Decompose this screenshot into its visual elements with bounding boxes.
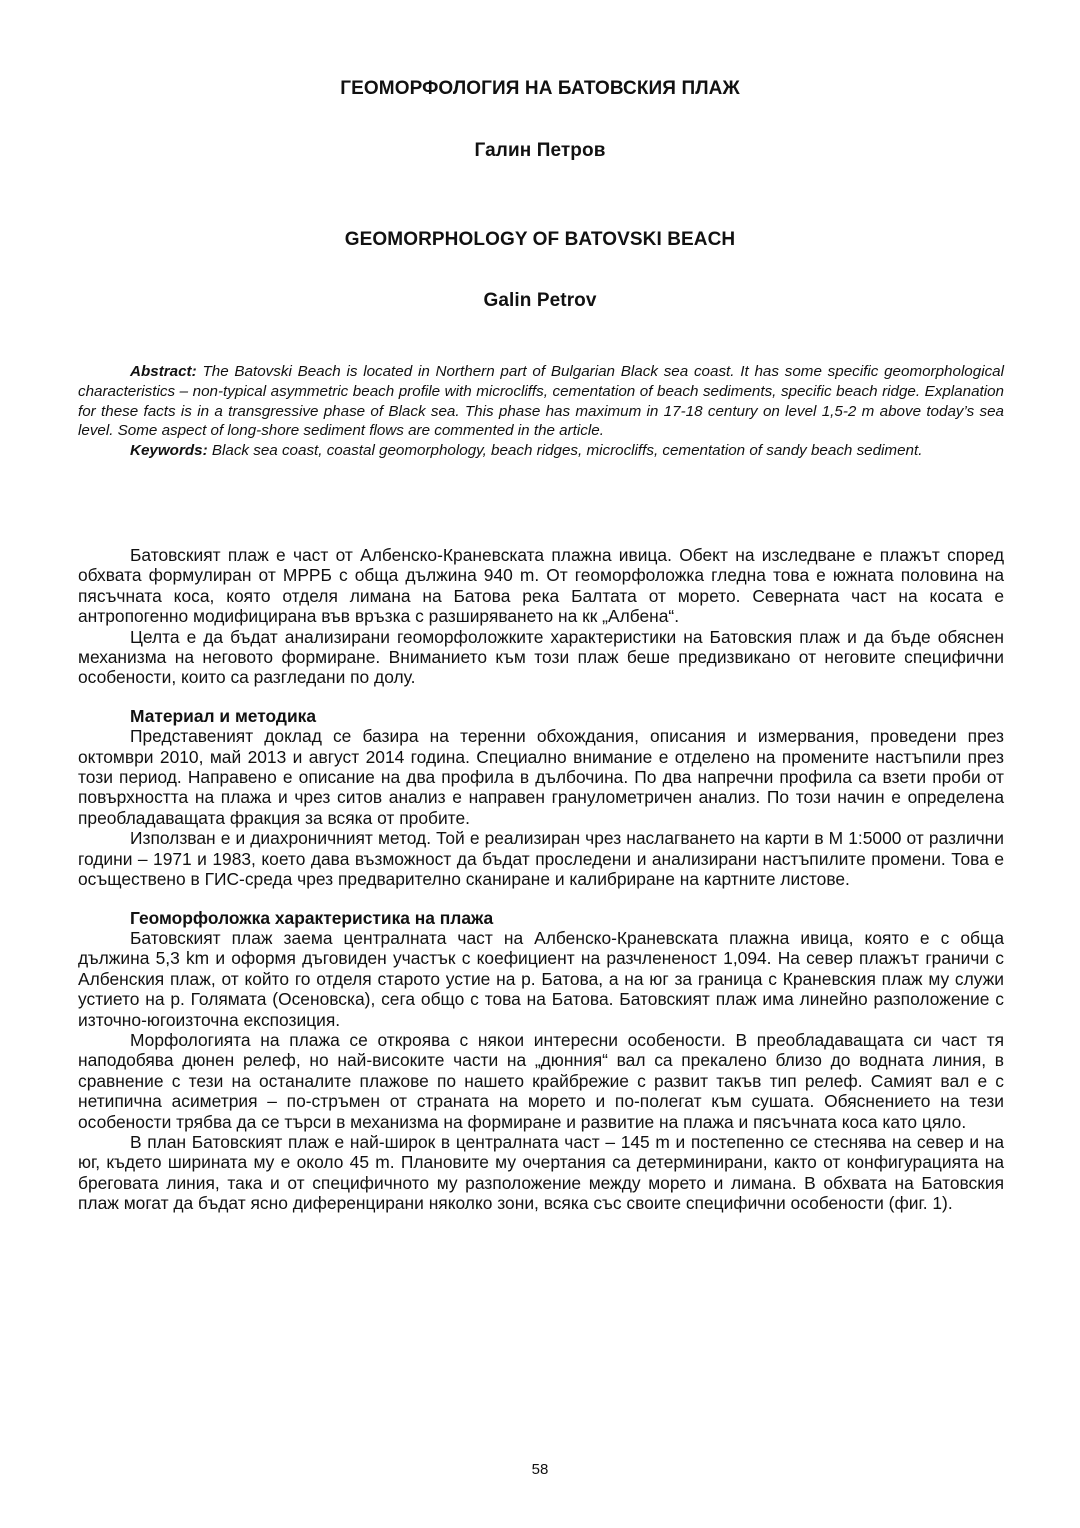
intro-paragraph: Батовският плаж е част от Албенско-Краневската плажна ивица. Обект на изследване е плажът според обхвата формулиран от МРРБ с обща дължина 940 m. От геоморфоложка гледна това е южната половина на пясъчната коса, която отделя лимана на Батова река Балтата от морето. Северната част на косата е антропогенно модифицирана във връзка с разширяването на кк „Албена“. — [78, 545, 1004, 627]
body-text — [78, 545, 1004, 1214]
method-paragraph: Използван е и диахроничният метод. Той е реализиран чрез наслагването на карти в М 1:5000 от различни години – 1971 и 1983, което дава възможност да бъдат проследени и анализирани настъпилите промени. Това е осъществено в ГИС-среда чрез предварително сканиране и калибриране на картните листове. — [78, 828, 1004, 890]
keywords-label: Keywords: — [130, 442, 208, 460]
geomorphology-paragraph: Морфологията на плажа се откроява с някои интересни особености. В преобладаващата си част тя наподобява дюнен релеф, но най-високите части на „дюнния“ вал са прекалено близо до водната линия, в сравнение с тези на останалите плажове по нашето крайбрежие с развит такъв тип релеф. Самият вал е с нетипична асиметрия – по-стръмен от страната на морето и по-полегат към сушата. Обяснението на тези особености трябва да се търси в механизма на формиране и развитие на плажа и пясъчната коса като цяло. — [78, 1029, 1004, 1132]
author-bulgarian: Галин Петров — [474, 140, 606, 161]
author-english: Galin Petrov — [483, 290, 597, 311]
abstract-paragraph — [78, 362, 1004, 441]
title-bulgarian: ГЕОМОРФОЛОГИЯ НА БАТОВСКИЯ ПЛАЖ — [340, 78, 740, 99]
intro-paragraph: Целта е да бъдат анализирани геоморфоложките характеристики на Батовския плаж и да бъде обяснен механизма на неговото формиране. Вниманието към този плаж беше предизвикано от неговите специфични особености, които са разгледани по долу. — [78, 626, 1004, 688]
section-heading-geomorphology: Геоморфоложка характеристика на плажа — [130, 907, 494, 928]
keywords-paragraph — [78, 441, 1004, 461]
method-paragraph: Представеният доклад се базира на теренни обхождания, описания и измервания, проведени през октомври 2010, май 2013 и август 2014 година. Специално внимание е отделено на промените настъпили през този период. Направено е описание на два профила в дълбочина. По два напречни профила са взети проби от повърхността на плажа и чрез ситов анализ е направен гранулометричен анализ. По този начин е определена преобладаващата фракция за всяка от пробите. — [78, 726, 1004, 828]
abstract-section — [78, 362, 1004, 461]
page-number: 58 — [531, 1461, 549, 1478]
title-english: GEOMORPHOLOGY OF BATOVSKI BEACH — [344, 229, 736, 250]
keywords-text: Black sea coast, coastal geomorphology, beach ridges, microcliffs, cementation of sandy beach sediment. — [211, 442, 923, 460]
section-heading-method: Материал и методика — [130, 705, 317, 726]
geomorphology-paragraph: Батовският плаж заема централната част на Албенско-Краневската плажна ивица, която е с обща дължина 5,3 km и оформя дъговиден участък с коефициент на разчлененост 1,094. На север плажът граничи с Албенския плаж, от който го отделя старото устие на р. Батова, а на юг за граница с Краневския плаж му служи устието на р. Голямата (Осеновска), сега общо с това на Батова. Батовският плаж има линейно разположение с източно-югоизточна експозиция. — [78, 927, 1004, 1030]
abstract-text: The Batovski Beach is located in Northern part of Bulgarian Black sea coast. It has some specific geomorphological characteristics – non-typical asymmetric beach profile with microcliffs, cementation of beach sediments, specific beach ridge. Explanation for these facts is in a transgressive phase of Black sea. This phase has maximum in 17-18 century on level 1,5-2 m above today’s sea level. Some aspect of long-shore sediment flows are commented in the article. — [78, 363, 1004, 440]
geomorphology-paragraph: В план Батовският плаж е най-широк в централната част – 145 m и постепенно се стеснява на север и на юг, където ширината му е около 45 m. Плановите му очертания са детерминирани, както от конфигурацията на бреговата линия, така и от специфичното му разположение между морето и лимана. В обхвата на Батовския плаж могат да бъдат ясно диференцирани няколко зони, всяка със своите специфични особености (фиг. 1). — [78, 1131, 1004, 1214]
abstract-label: Abstract: — [130, 363, 197, 380]
